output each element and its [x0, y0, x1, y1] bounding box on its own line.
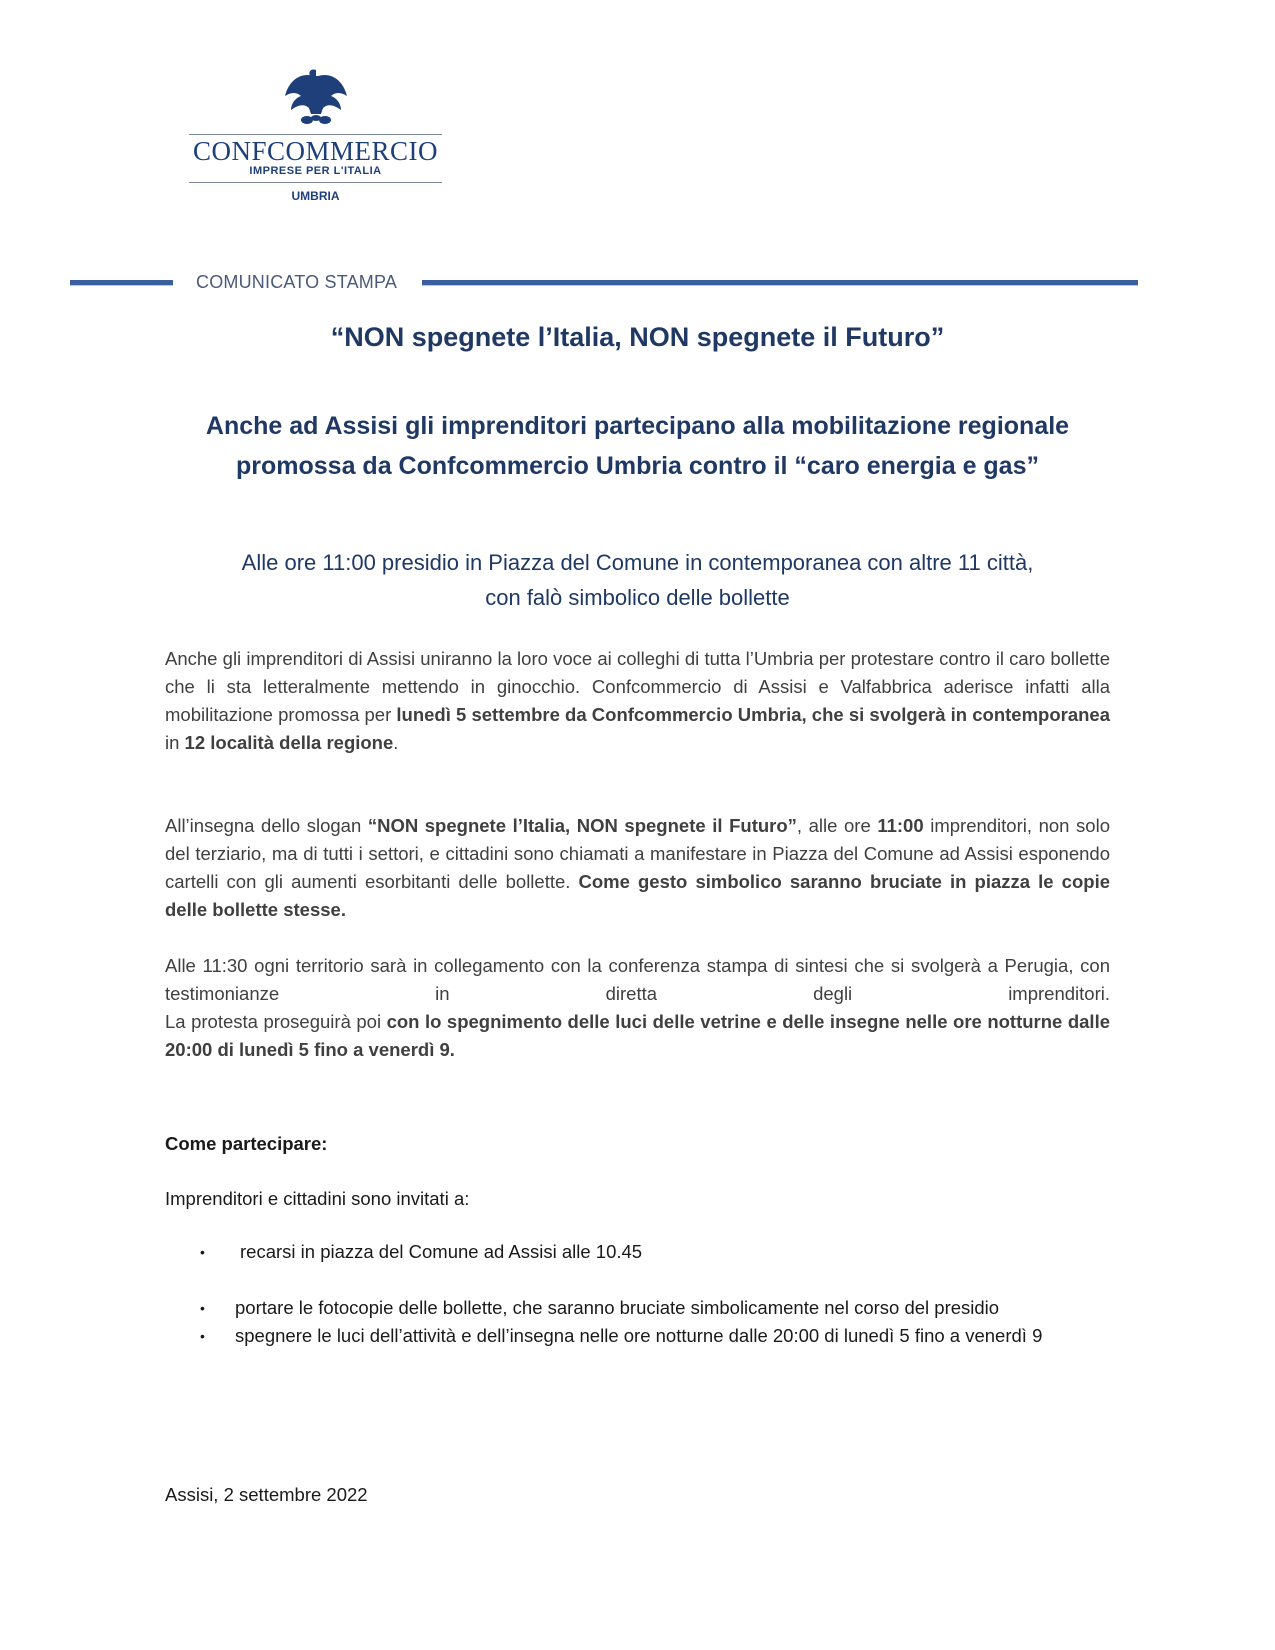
list-item-text: spegnere le luci dell’attività e dell’insegna nelle ore notturne dalle 20:00 di lunedì 5 fino a venerdì 9 [235, 1325, 1043, 1346]
paragraph-3 [165, 952, 1110, 1064]
participate-heading: Come partecipare: [165, 1133, 328, 1154]
p2-text-c: , alle ore [796, 815, 878, 836]
logo-tagline: IMPRESE PER L'ITALIA [249, 165, 382, 177]
bullet-icon: • [200, 1300, 205, 1316]
logo-rule-top [189, 134, 442, 135]
logo-rule-bottom [189, 182, 442, 183]
logo-brand: CONFCOMMERCIO [192, 136, 439, 166]
p2-text-a: All’insegna dello slogan [165, 815, 368, 836]
header-bar-right [422, 280, 1138, 286]
lead-line-1: Alle ore 11:00 presidio in Piazza del Comune in contemporanea con altre 11 città, [241, 550, 1034, 575]
paragraph-1 [165, 645, 1110, 757]
list-item [200, 1294, 1100, 1322]
paragraph-2 [165, 812, 1110, 924]
signoff-date: Assisi, 2 settembre 2022 [165, 1484, 368, 1505]
p2-text-e: imprenditori, non solo del terziario, ma di tutti i settori, e cittadini sono chiamati a manifestare in Piazza del Comune ad Assisi esponendo cartelli con gli aumenti esorbitanti delle bollette. [165, 815, 1110, 892]
p3-line-b [165, 1008, 1110, 1064]
list-item [200, 1238, 1100, 1266]
p1-bold-date: lunedì 5 settembre da Confcommercio Umbria, che si svolgerà in contemporanea [396, 704, 1111, 725]
p2-bold-gesture: Come gesto simbolico saranno bruciate in piazza le copie delle bollette stesse. [165, 871, 1110, 920]
p2-bold-slogan: “NON spegnete l’Italia, NON spegnete il Futuro” [367, 815, 797, 836]
logo-region: UMBRIA [291, 189, 340, 203]
p3-text-a: Alle 11:30 ogni territorio sarà in collegamento con la conferenza stampa di sintesi che si svolgerà a Perugia, con testimonianze in diretta degli imprenditori. [165, 955, 1110, 1004]
p1-text-a: Anche gli imprenditori di Assisi uniranno la loro voce ai colleghi di tutta l’Umbria per protestare contro il caro bollette che li sta letteralmente mettendo in ginocchio. Confcommercio di Assisi e Valfabbrica aderisce infatti alla mobilitazione promossa per [165, 648, 1110, 725]
participate-list [200, 1238, 1100, 1350]
p3-bold-lights: con lo spegnimento delle luci delle vetrine e delle insegne nelle ore notturne dalle 20:00 di lunedì 5 fino a venerdì 9. [165, 1011, 1110, 1060]
bullet-icon: • [200, 1328, 205, 1344]
p1-bold-locations: 12 località della regione [184, 732, 394, 753]
lead-line-2: con falò simbolico delle bollette [485, 585, 790, 610]
list-item [200, 1322, 1100, 1350]
eagle-emblem-icon [281, 66, 351, 128]
subtitle-line-1: Anche ad Assisi gli imprenditori partecipano alla mobilitazione regionale [205, 412, 1070, 440]
list-item-text: portare le fotocopie delle bollette, che saranno bruciate simbolicamente nel corso del presidio [235, 1297, 1000, 1318]
header-bar-left [70, 280, 173, 286]
bullet-icon: • [200, 1244, 205, 1260]
participate-intro: Imprenditori e cittadini sono invitati a: [165, 1188, 470, 1209]
list-item-text: recarsi in piazza del Comune ad Assisi alle 10.45 [240, 1241, 643, 1262]
p2-bold-time: 11:00 [877, 815, 924, 836]
confcommercio-logo [188, 66, 443, 206]
press-release-label: COMUNICATO STAMPA [196, 272, 398, 292]
lead [150, 545, 1125, 615]
subtitle-line-2: promossa da Confcommercio Umbria contro il “caro energia e gas” [236, 452, 1039, 480]
page-title: “NON spegnete l’Italia, NON spegnete il Futuro” [330, 322, 945, 352]
subtitle [150, 406, 1125, 486]
p1-text-c: in [165, 732, 185, 753]
p3-text-b: La protesta proseguirà poi [165, 1011, 387, 1032]
p1-text-e: . [393, 732, 399, 753]
